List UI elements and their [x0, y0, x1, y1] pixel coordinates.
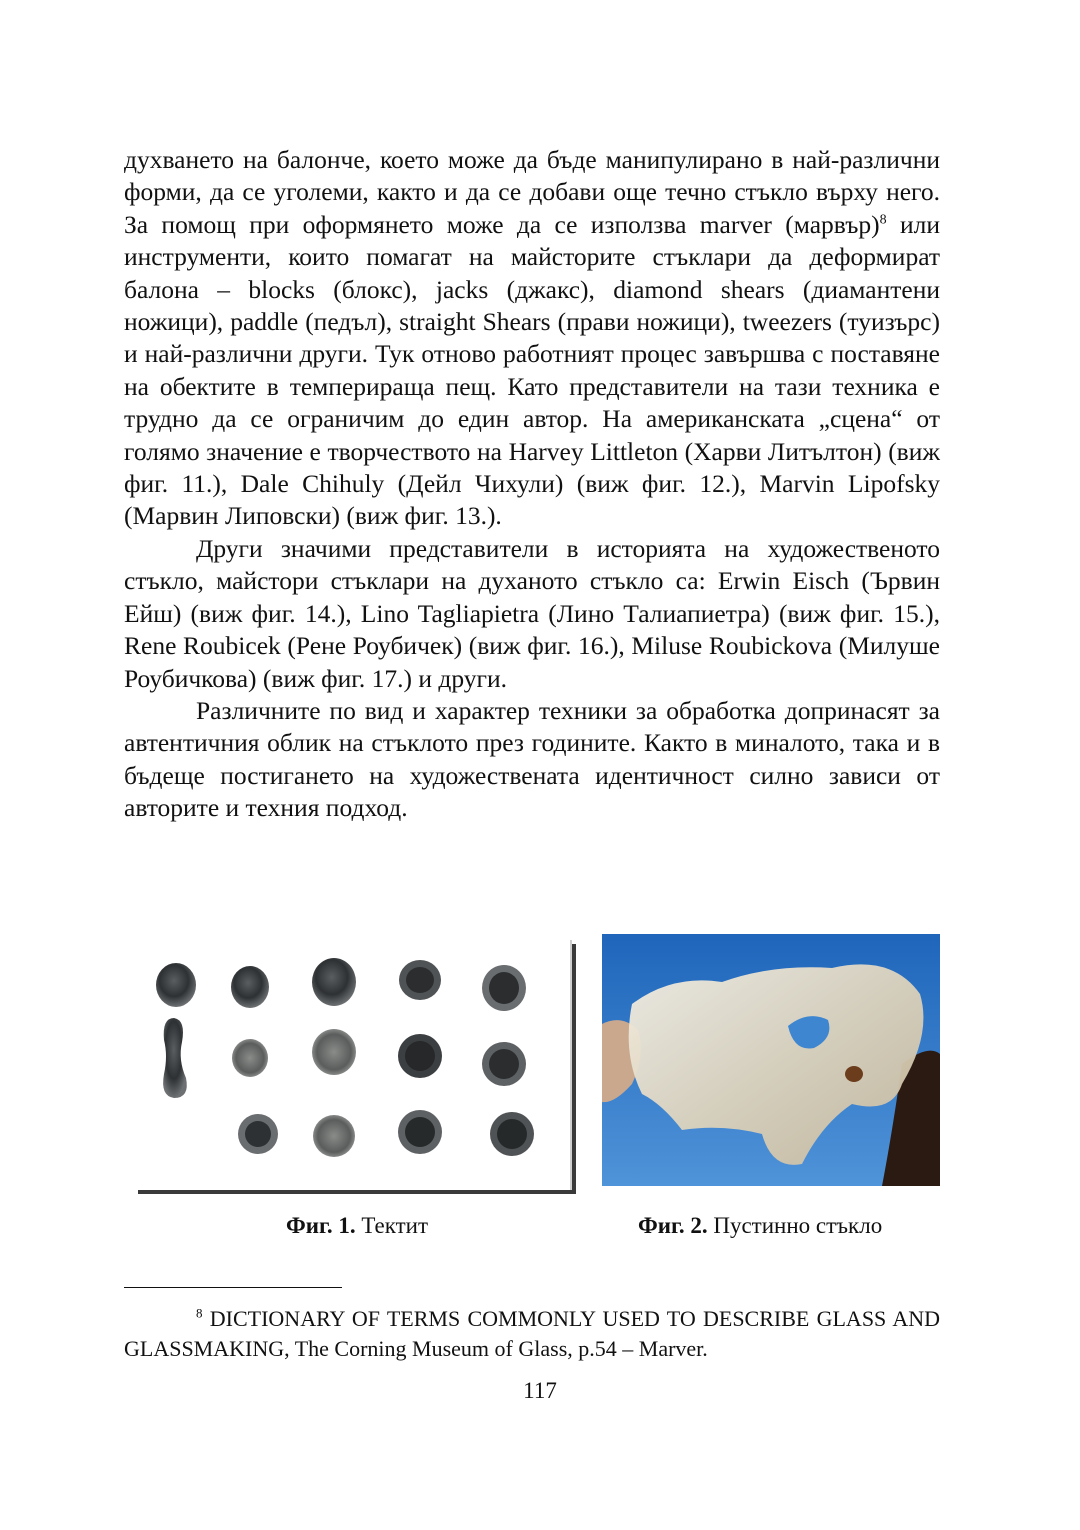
- paragraph-1: [124, 144, 940, 533]
- desert-glass-photo: [602, 934, 940, 1186]
- body-text: [124, 144, 940, 825]
- footnote-number: 8: [196, 1305, 203, 1321]
- figure-1-tektite-image: [134, 940, 572, 1190]
- figure-1-label: Фиг. 1.: [286, 1213, 356, 1238]
- tektite-photo: [134, 940, 570, 1190]
- paragraph-2: Други значими представители в историята на художественото стъкло, майстори стъклари на духаното стъкло са: Erwin Eisch (Ървин Ейш) (виж фиг. 14.), Lino Tagliapietra (Лино Талиапиетра) (виж фиг. 15.), Rene Roubicek (Рене Роубичек) (виж фиг. 16.), Miluse Roubickova (Милуше Роубичкова) (виж фиг. 17.) и други.: [124, 533, 940, 693]
- figure-2-desert-glass-image: [602, 934, 940, 1186]
- figure-2-caption-text: Пустинно стъкло: [707, 1213, 883, 1238]
- figure-2-label: Фиг. 2.: [638, 1213, 708, 1238]
- footnote-reference[interactable]: 8: [879, 212, 887, 228]
- page-number: 117: [523, 1378, 557, 1403]
- footnote-text: DICTIONARY OF TERMS COMMONLY USED TO DESCRIBE GLASS AND GLASSMAKING, The Corning Museum of Glass, p.54 – Marver.: [124, 1306, 940, 1361]
- footnote: [124, 1304, 940, 1364]
- figure-2-caption: [638, 1212, 882, 1240]
- figure-1-caption: [286, 1212, 428, 1240]
- figure-1-caption-text: Тектит: [355, 1213, 429, 1238]
- paragraph-1-text-b: или инструменти, които помагат на майсторите стъклари да деформират балона – blocks (блокс), jacks (джакс), diamond shears (диамантени ножици), paddle (педъл), straight Shears (прави ножици), tweezers (туизърс) и най-различни други. Тук отново работният процес завършва с поставяне на обектите в темперираща пещ. Като представители на тази техника е трудно да се ограничим до един автор. На американската „сцена“ от голямо значение е творчеството на Harvey Littleton (Харви Литълтон) (виж фиг. 11.), Dale Chihuly (Дейл Чихули) (виж фиг. 12.), Marvin Lipofsky (Марвин Липовски) (виж фиг. 13.).: [124, 209, 940, 531]
- paragraph-3: Различните по вид и характер техники за обработка допринасят за автентичния облик на стъклото през годините. Както в миналото, така и в бъдеще постигането на художествената идентичност силно зависи от авторите и техния подход.: [124, 695, 940, 823]
- paragraph-1-text-a: духването на балонче, което може да бъде манипулирано в най-различни форми, да се уголеми, както и да се добави още течно стъкло върху него. За помощ при оформянето може да се използва marver (марвър): [124, 145, 940, 239]
- footnote-separator: [124, 1287, 342, 1288]
